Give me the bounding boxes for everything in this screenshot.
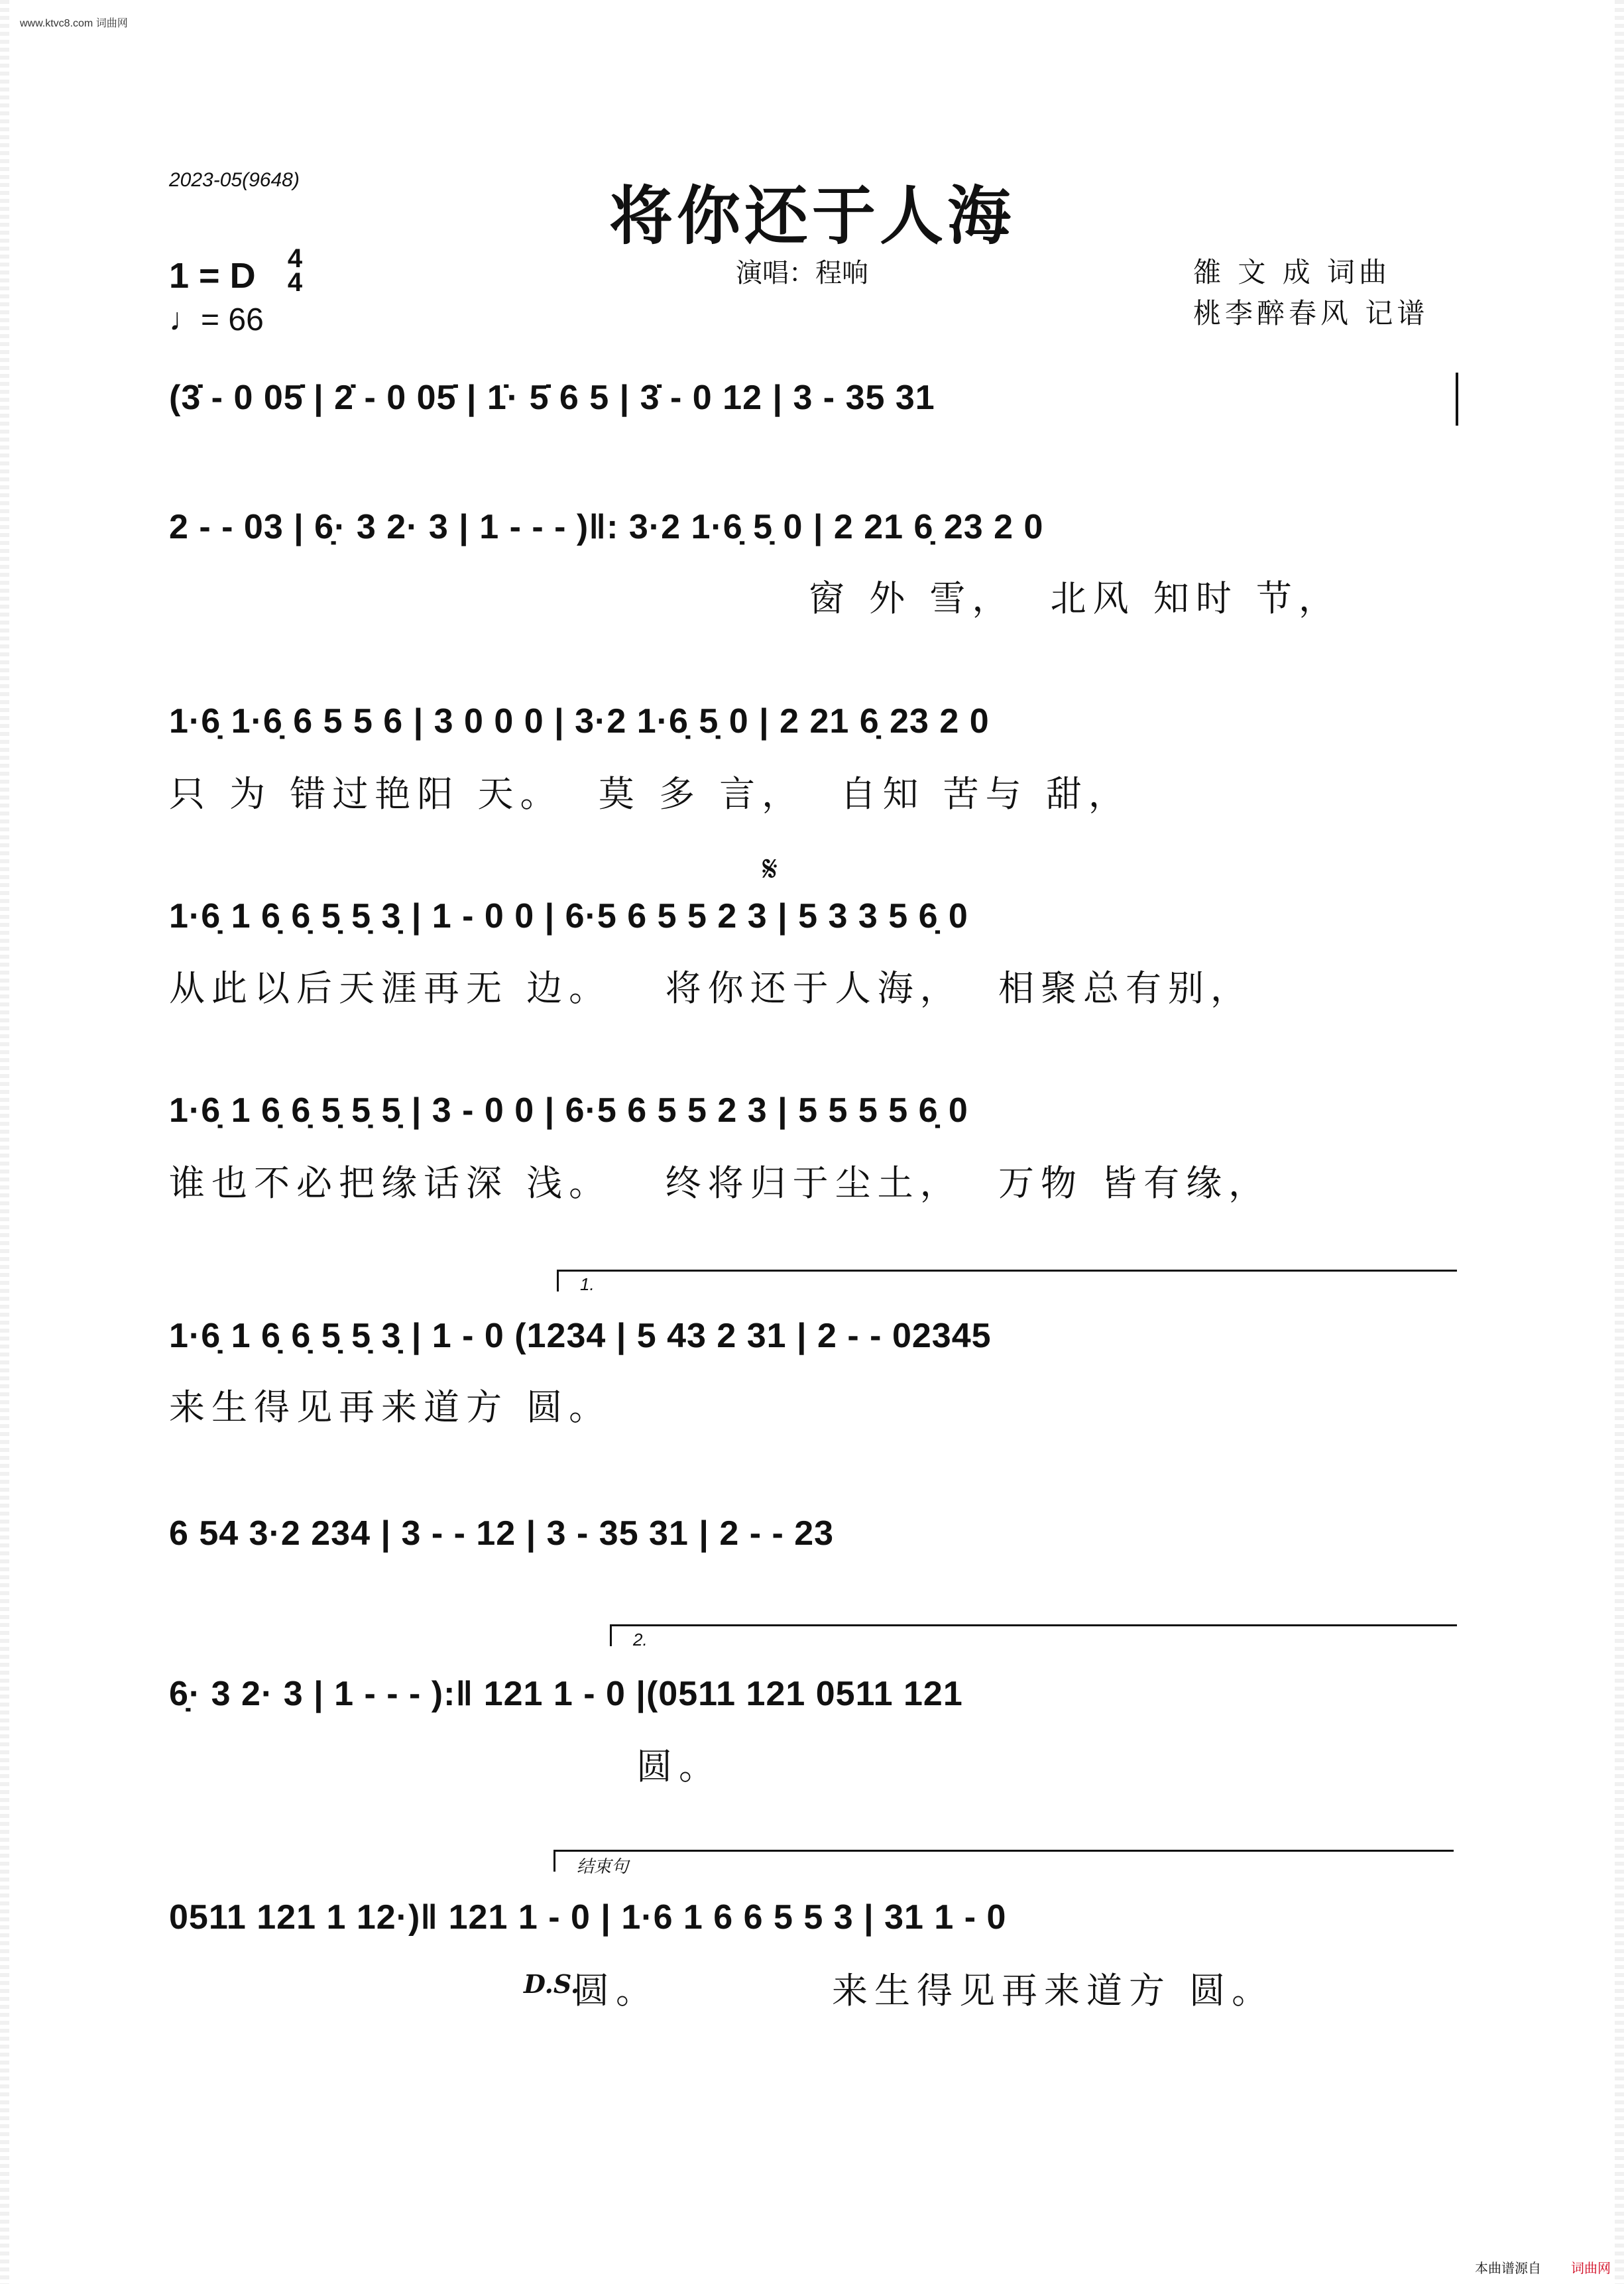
lyric-line-8: 圆。 [636,1746,721,1787]
score-code: 2023-05(9648) [169,169,300,191]
lyric-line-9a: 圆。 [573,1970,658,2012]
tempo-marking: ♩= 66 [169,302,264,337]
lyric-line-6: 来生得见再来道方 圆。 [169,1386,612,1428]
second-ending-bracket [610,1624,1457,1646]
key-signature: 1 = D [169,256,256,296]
song-title: 将你还于人海 [609,178,1015,253]
score-line-3: 1·6̣ 1·6̣ 6 5 5 6 | 3 0 0 0 | 3·2 1·6̣ 5̣ 0 | 2 21 6̣ 23 2 0 [169,702,990,741]
coda-label: 结束句 [577,1856,629,1876]
end-barline-1 [1456,373,1458,426]
dal-segno-mark: D.S. [524,1969,580,1999]
score-line-6: 1·6̣ 1 6̣ 6̣ 5̣ 5̣ 3̣ | 1 - 0 (1234 | 5 43 2 31 | 2 - - 02345 [169,1317,992,1355]
time-signature-bottom: 4 [287,268,303,297]
first-ending-bracket [557,1270,1457,1292]
site-watermark[interactable]: www.ktvc8.com 词曲网 [20,18,128,29]
score-line-2: 2 - - 03 | 6̣· 3 2· 3 | 1 - - - )‖: 3·2 1·6̣ 5̣ 0 | 2 21 6̣ 23 2 0 [169,508,1044,546]
score-line-4: 1·6̣ 1 6̣ 6̣ 5̣ 5̣ 3̣ | 1 - 0 0 | 6·5 6 5 5 2 3 | 5 3 3 5 6̣ 0 [169,897,968,935]
score-line-9: 0511 121 1 12·)‖ 121 1 - 0 | 1·6 1 6 6 5 5 3 | 31 1 - 0 [169,1898,1007,1937]
lyric-line-5: 谁也不必把缘话深 浅。 终将归于尘土， 万物 皆有缘， [169,1162,1271,1204]
score-line-8: 6̣· 3 2· 3 | 1 - - - ):‖ 121 1 - 0 |(0511 121 0511 121 [169,1675,963,1713]
score-line-7: 6 54 3·2 234 | 3 - - 12 | 3 - 35 31 | 2 - - 23 [169,1514,835,1553]
score-line-1: (3̇ - 0 05̇ | 2̇ - 0 05̇ | 1̇· 5̇ 6 5 | 3̇ - 0 12 | 3 - 35 31 [169,379,935,417]
lyric-line-3: 只 为 错过艳阳 天。 莫 多 言， 自知 苦与 甜， [169,773,1131,815]
left-margin-strip [0,0,9,2284]
lyric-line-2: 窗 外 雪， 北风 知时 节， [809,577,1341,619]
lyric-line-9b: 来生得见再来道方 圆。 [832,1970,1275,2012]
lyric-line-4: 从此以后天涯再无 边。 将你还于人海， 相聚总有别， [169,967,1253,1009]
composer-credit: 雒 文 成 词曲 [1193,256,1391,288]
footer-site-link[interactable]: 词曲网 [1571,2261,1611,2276]
footer-source-label: 本曲谱源自 [1475,2261,1541,2276]
transcriber-credit: 桃李醉春风 记谱 [1193,297,1429,330]
second-ending-label: 2. [633,1630,648,1650]
segno-sign: 𝄋 [762,849,778,889]
coda-bracket [553,1850,1454,1872]
time-signature [282,244,308,297]
first-ending-label: 1. [580,1274,595,1294]
score-line-5: 1·6̣ 1 6̣ 6̣ 5̣ 5̣ 5̣ | 3 - 0 0 | 6·5 6 5 5 2 3 | 5 5 5 5 6̣ 0 [169,1091,968,1130]
right-margin-strip [1615,0,1624,2284]
singer-credit: 演唱：程响 [736,258,868,288]
time-signature-top: 4 [287,244,303,273]
